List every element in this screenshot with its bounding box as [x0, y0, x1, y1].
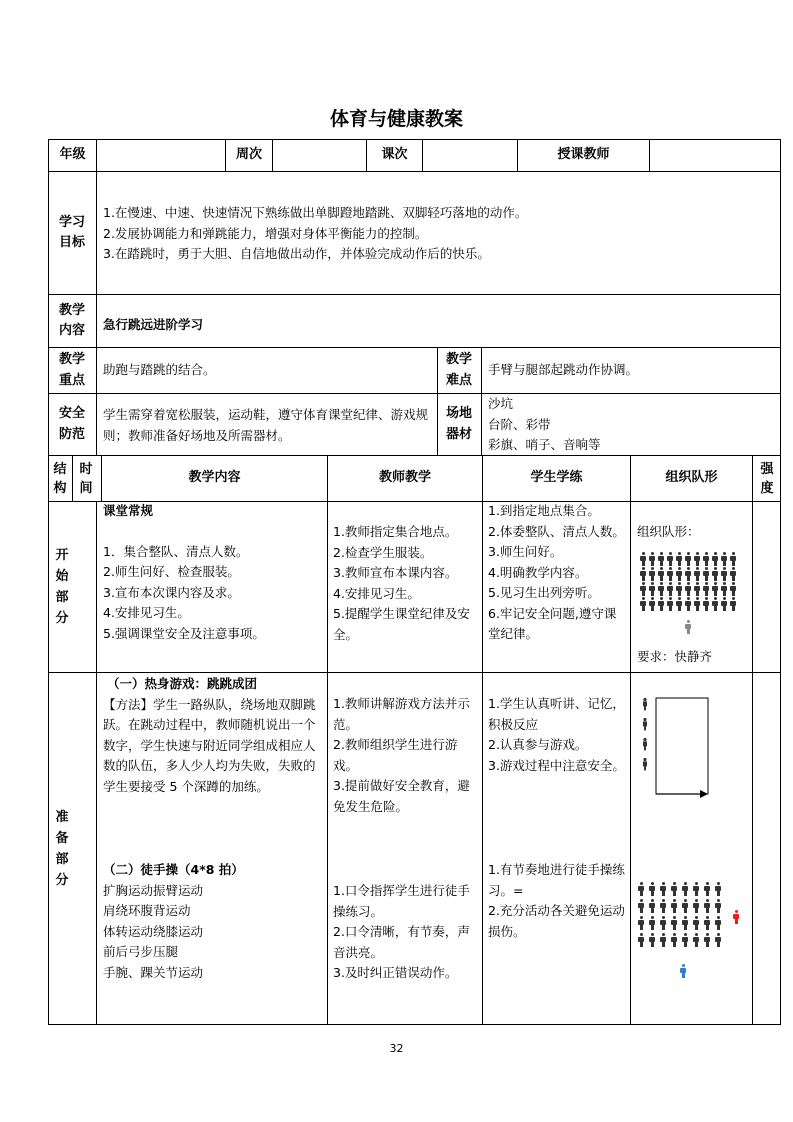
- student-mark: [640, 552, 646, 566]
- student-mark: [693, 916, 699, 930]
- venue-item-3: 彩旗、哨子、音响等: [488, 437, 601, 452]
- game-student-mark: [643, 738, 647, 751]
- student-mark: [721, 567, 727, 581]
- student-mark: [712, 582, 718, 596]
- lesson-label: 课次: [381, 147, 408, 163]
- student-mark: [660, 899, 666, 913]
- student-mark: [640, 582, 646, 596]
- start-content-item: 2.师生问好、检查服装。: [103, 564, 240, 579]
- content-label: 教学内容: [58, 302, 85, 338]
- game-title: （一）热身游戏：跳跳成团: [107, 676, 258, 691]
- teacher-mark: [733, 910, 739, 924]
- student-mark: [676, 597, 682, 611]
- difficulty-label: 教学难点: [445, 352, 472, 388]
- exercise-content: [103, 860, 325, 983]
- col-intensity: 强度: [760, 461, 774, 496]
- game-method-tag: 【方法】: [103, 696, 154, 712]
- safety-label: 安全防范: [58, 406, 85, 442]
- student-mark: [721, 597, 727, 611]
- student-mark: [658, 567, 664, 581]
- game-student-item: 1.学生认真听讲、记忆，积极反应: [488, 696, 625, 732]
- start-teacher: [333, 522, 479, 645]
- student-mark: [649, 882, 655, 896]
- start-label: 开始部分: [55, 548, 69, 626]
- game-student: [488, 694, 627, 776]
- student-mark: [640, 567, 646, 581]
- student-mark: [671, 933, 677, 947]
- game-formation-figure: [636, 690, 726, 802]
- start-content-item: 1．集合整队、清点人数。: [103, 543, 249, 559]
- exercise-teacher-item: 1.口令指挥学生进行徒手操练习。: [333, 883, 470, 919]
- safety-value: 学生需穿着宽松服装，运动鞋，遵守体育课堂纪律、游戏规则；教师准备好场地及所需器材。: [103, 407, 429, 443]
- student-mark: [682, 882, 688, 896]
- game-student-mark: [643, 758, 647, 771]
- start-student-item: 2.体委整队、清点人数。: [488, 523, 625, 539]
- student-mark: [693, 899, 699, 913]
- student-mark: [667, 567, 673, 581]
- prep-label: 准备部分: [55, 809, 69, 888]
- start-teacher-item: 5.提醒学生课堂纪律及安全。: [333, 606, 470, 642]
- student-mark: [638, 882, 644, 896]
- student-mark: [671, 916, 677, 930]
- student-mark: [721, 552, 727, 566]
- student-mark: [660, 933, 666, 947]
- student-mark: [703, 567, 709, 581]
- student-mark: [712, 567, 718, 581]
- col-teacher: 教师教学: [378, 470, 431, 486]
- student-mark: [660, 916, 666, 930]
- student-mark: [649, 899, 655, 913]
- student-mark: [685, 597, 691, 611]
- start-formation-figure: [640, 552, 740, 642]
- page-title: 体育与健康教案: [329, 108, 463, 130]
- goals-label: 学习目标: [58, 214, 85, 250]
- student-mark: [667, 552, 673, 566]
- student-mark: [693, 933, 699, 947]
- student-mark: [730, 582, 736, 596]
- student-mark: [649, 933, 655, 947]
- student-mark: [730, 597, 736, 611]
- student-mark: [715, 899, 721, 913]
- student-mark: [658, 552, 664, 566]
- col-time: 时间: [79, 461, 93, 496]
- exercise-teacher: [333, 881, 479, 984]
- student-mark: [671, 882, 677, 896]
- venue-label: 场地器材: [445, 406, 472, 442]
- game-field-rect: [656, 698, 708, 794]
- start-teacher-item: 4.安排见习生。: [333, 585, 420, 601]
- student-mark: [682, 916, 688, 930]
- student-mark: [694, 582, 700, 596]
- student-mark: [730, 567, 736, 581]
- teacher-mark: [680, 964, 686, 978]
- exercise-item: 前后弓步压腿: [103, 944, 179, 959]
- game-arrowhead: [700, 790, 708, 798]
- start-formation-requirement: 要求：快静齐: [637, 649, 713, 664]
- page-number: 32: [389, 1042, 404, 1055]
- game-student-mark: [643, 698, 647, 711]
- student-mark: [694, 597, 700, 611]
- student-mark: [694, 567, 700, 581]
- start-teacher-item: 2.检查学生服装。: [333, 544, 433, 560]
- goal-item-1: 1.在慢速、中速、快速情况下熟练做出单脚蹬地踏跳、双脚轻巧落地的动作。: [103, 205, 528, 220]
- student-mark: [712, 597, 718, 611]
- grade-label: 年级: [59, 147, 86, 163]
- goal-item-2: 2.发展协调能力和弹跳能力，增强对身体平衡能力的控制。: [103, 225, 428, 241]
- student-mark: [676, 567, 682, 581]
- start-content-item: 4.安排见习生。: [103, 605, 190, 620]
- start-student: [488, 501, 627, 645]
- student-mark: [649, 567, 655, 581]
- start-student-item: 6.牢记安全问题,遵守课堂纪律。: [488, 605, 617, 641]
- exercise-teacher-item: 3.及时纠正错误动作。: [333, 965, 458, 980]
- game-teacher-item: 3.提前做好安全教育，避免发生危险。: [333, 778, 470, 814]
- exercise-title: （二）徒手操（4*8 拍）: [103, 862, 244, 877]
- student-mark: [667, 597, 673, 611]
- exercise-student: [488, 860, 627, 942]
- exercise-item: 扩胸运动振臂运动: [103, 882, 204, 898]
- start-content-title: 课堂常规: [103, 503, 154, 518]
- game-student-item: 3.游戏过程中注意安全。: [488, 757, 625, 773]
- game-content: [103, 674, 325, 797]
- student-mark: [730, 552, 736, 566]
- exercise-item: 手腕、踝关节运动: [103, 964, 204, 980]
- student-mark: [715, 882, 721, 896]
- start-content: [103, 501, 325, 644]
- game-teacher-item: 1.教师讲解游戏方法并示范。: [333, 696, 470, 732]
- student-mark: [721, 582, 727, 596]
- student-mark: [649, 552, 655, 566]
- student-mark: [703, 552, 709, 566]
- start-formation-label: 组织队形：: [637, 524, 700, 539]
- teacher-mark: [685, 620, 691, 634]
- student-mark: [640, 597, 646, 611]
- student-mark: [685, 567, 691, 581]
- student-mark: [715, 933, 721, 947]
- week-label: 周次: [235, 147, 262, 163]
- goal-item-3: 3.在踏跳时，勇于大胆、自信地做出动作，并体验完成动作后的快乐。: [103, 246, 490, 261]
- game-student-item: 2.认真参与游戏。: [488, 737, 588, 752]
- student-mark: [712, 552, 718, 566]
- start-student-item: 1.到指定地点集合。: [488, 503, 600, 518]
- content-value: 急行跳远进阶学习: [103, 316, 204, 332]
- teacher-value: [650, 140, 780, 171]
- game-student-mark: [643, 718, 647, 731]
- student-mark: [704, 933, 710, 947]
- student-mark: [682, 933, 688, 947]
- col-structure: 结构: [53, 461, 67, 496]
- student-mark: [703, 582, 709, 596]
- student-mark: [638, 916, 644, 930]
- student-mark: [694, 552, 700, 566]
- game-teacher: [333, 694, 479, 817]
- difficulty-value: 手臂与腿部起跳动作协调。: [488, 362, 639, 378]
- student-mark: [682, 899, 688, 913]
- start-student-item: 4.明确教学内容。: [488, 564, 588, 580]
- lesson-value: [423, 140, 517, 171]
- col-content: 教学内容: [188, 470, 241, 486]
- student-mark: [638, 933, 644, 947]
- student-mark: [649, 916, 655, 930]
- student-mark: [715, 916, 721, 930]
- key-label: 教学重点: [58, 352, 85, 388]
- student-mark: [671, 899, 677, 913]
- student-mark: [649, 597, 655, 611]
- game-teacher-item: 2.教师组织学生进行游戏。: [333, 737, 458, 773]
- start-teacher-item: 1.教师指定集合地点。: [333, 524, 458, 539]
- student-mark: [676, 582, 682, 596]
- student-mark: [638, 899, 644, 913]
- goals-list: [103, 203, 778, 265]
- col-student: 学生学练: [530, 470, 583, 486]
- week-value: [273, 140, 366, 171]
- grade-value: [97, 140, 225, 171]
- venue-item-2: 台阶、彩带: [488, 416, 551, 432]
- key-value: 助跑与踏跳的结合。: [103, 362, 216, 378]
- exercise-teacher-item: 2.口令清晰，有节奏，声音洪亮。: [333, 924, 470, 960]
- start-teacher-item: 3.教师宣布本课内容。: [333, 565, 458, 580]
- start-content-item: 5.强调课堂安全及注意事项。: [103, 625, 265, 641]
- start-student-item: 5.见习生出列旁听。: [488, 585, 600, 600]
- student-mark: [658, 597, 664, 611]
- exercise-formation-figure: [638, 882, 750, 982]
- student-mark: [685, 552, 691, 566]
- student-mark: [704, 916, 710, 930]
- student-mark: [676, 552, 682, 566]
- student-mark: [667, 582, 673, 596]
- student-mark: [685, 582, 691, 596]
- venue-list: [488, 394, 778, 456]
- exercise-item: 肩绕环腹背运动: [103, 903, 191, 918]
- student-mark: [704, 882, 710, 896]
- student-mark: [649, 582, 655, 596]
- venue-item-1: 沙坑: [488, 396, 514, 411]
- start-student-item: 3.师生问好。: [488, 544, 563, 559]
- student-mark: [703, 597, 709, 611]
- student-mark: [658, 582, 664, 596]
- exercise-student-item: 1.有节奏地进行徒手操练习。=: [488, 862, 625, 898]
- student-mark: [660, 882, 666, 896]
- start-content-item: 3.宣布本次课内容及求。: [103, 584, 240, 600]
- teacher-label: 授课教师: [557, 147, 610, 163]
- student-mark: [704, 899, 710, 913]
- col-formation: 组织队形: [665, 470, 718, 486]
- student-mark: [693, 882, 699, 896]
- game-text: 学生一路纵队，绕场地双脚跳跃。在跳动过程中，教师随机说出一个数字，学生快速与附近同学组成相应人数的队伍，多人少人均为失败，失败的学生要接受 5 个深蹲的加练。: [103, 696, 316, 794]
- exercise-item: 体转运动绕膝运动: [103, 923, 204, 939]
- exercise-student-item: 2.充分活动各关避免运动损伤。: [488, 903, 625, 939]
